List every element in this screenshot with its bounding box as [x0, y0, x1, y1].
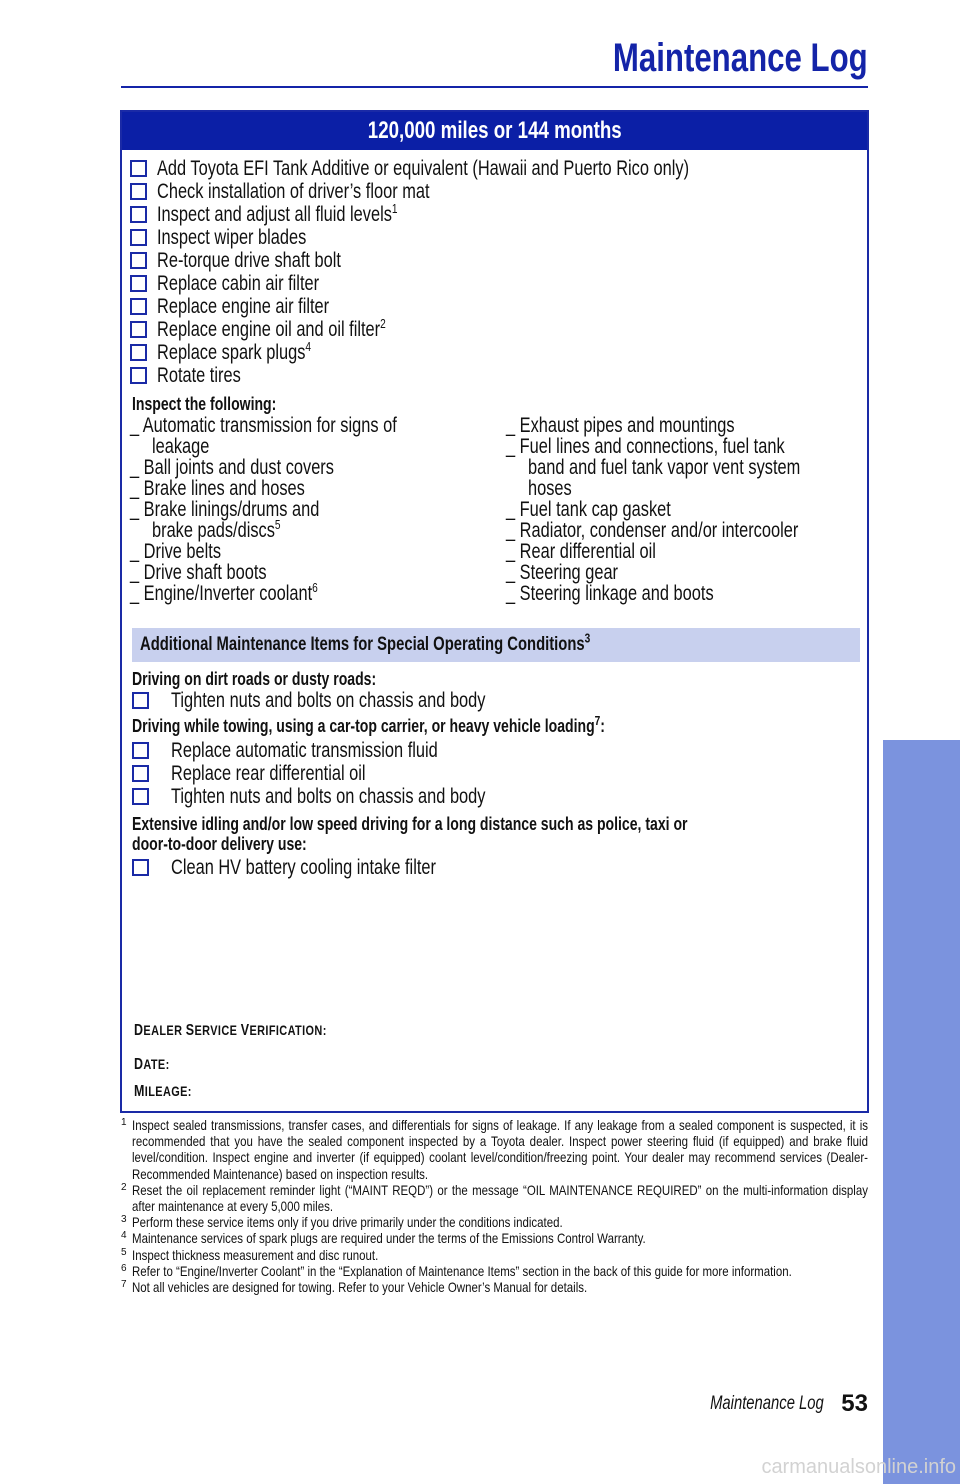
inspect-list-left	[130, 415, 490, 604]
section-tab-label: MAINTENANCE	[23, 906, 54, 1124]
inspect-item-text: _ Automatic transmission for signs of	[130, 414, 397, 437]
checkbox[interactable]	[130, 206, 147, 223]
inspect-item	[130, 580, 490, 605]
inspect-item-text: leakage	[152, 435, 210, 458]
condition-item	[132, 688, 574, 711]
inspect-item	[130, 457, 490, 478]
title-rule	[121, 86, 868, 88]
checkbox[interactable]	[130, 298, 147, 315]
checklist-item	[130, 225, 839, 248]
condition-item	[132, 784, 574, 807]
condition-item-label: Tighten nuts and bolts on chassis and body	[171, 784, 486, 808]
page-title: Maintenance Log	[613, 36, 868, 80]
inspect-item-text: band and fuel tank vapor vent system	[528, 456, 801, 479]
footnote-text: Not all vehicles are designed for towing. Refer to your Vehicle Owner’s Manual for details.	[132, 1279, 588, 1296]
footnote: 6 Refer to “Engine/Inverter Coolant” in the “Explanation of Maintenance Items” section in the back of this guide for more information.	[121, 1263, 868, 1279]
checkbox[interactable]	[130, 252, 147, 269]
condition-item	[132, 855, 511, 878]
checklist-item-label: Replace engine oil and oil filter	[157, 317, 381, 341]
condition-item	[132, 761, 420, 784]
footnote: 3 Perform these service items only if you drive primarily under the conditions indicated.	[121, 1214, 868, 1230]
checkbox[interactable]	[132, 788, 149, 805]
maintenance-log-box	[120, 110, 869, 1113]
inspect-item-text: _ Rear differential oil	[506, 540, 656, 563]
checklist-item-label: Rotate tires	[157, 363, 241, 387]
date-label: DATE:	[134, 1056, 170, 1073]
inspect-item	[506, 541, 866, 562]
inspect-item	[130, 499, 490, 541]
checkbox[interactable]	[132, 692, 149, 709]
inspect-item-text: _ Brake lines and hoses	[130, 477, 305, 500]
checkbox[interactable]	[132, 859, 149, 876]
footnote-text: Inspect thickness measurement and disc runout.	[132, 1246, 379, 1263]
footnote: 1 Inspect sealed transmissions, transfer cases, and differentials for signs of leakage. If any leakage from a sealed component is suspected, it is recommended that you have the sealed component inspected by a Toyota dealer. Inspect power steering fluid (if equipped) and brake fluid level/condition. Inspect engine and inverter (if equipped) coolant level/condition/freezing point. Your dealer may recommend services (Dealer-Recommended Maintenance) based on inspection results.	[121, 1117, 868, 1182]
condition-heading: Driving on dirt roads or dusty roads:	[132, 669, 377, 689]
condition-item	[132, 738, 513, 761]
condition-item-label: Replace automatic transmission fluid	[171, 738, 438, 762]
condition-item-label: Tighten nuts and bolts on chassis and body	[171, 688, 486, 712]
interval-header: 120,000 miles or 144 months	[122, 112, 867, 150]
checkbox[interactable]	[130, 367, 147, 384]
footnote: 2 Reset the oil replacement reminder light (“MAINT REQD”) or the message “OIL MAINTENANCE REQUIRED” on the multi-information display after maintenance at every 5,000 miles.	[121, 1181, 868, 1215]
checklist-item-label: Re-torque drive shaft bolt	[157, 248, 341, 272]
inspect-item-text: _ Steering gear	[506, 561, 619, 584]
checklist-item	[130, 202, 839, 225]
footnotes	[121, 1117, 868, 1295]
inspect-item-text: hoses	[528, 477, 572, 500]
inspect-heading: Inspect the following:	[132, 394, 277, 414]
footnote-text: Refer to “Engine/Inverter Coolant” in the “Explanation of Maintenance Items” section in the back of this guide for more information.	[132, 1262, 792, 1279]
footnote-ref: 2	[380, 315, 386, 331]
footer-section-label: Maintenance Log	[710, 1393, 824, 1414]
checkbox[interactable]	[130, 229, 147, 246]
footnote: 7 Not all vehicles are designed for towing. Refer to your Vehicle Owner’s Manual for details.	[121, 1279, 868, 1295]
page-number: 53	[841, 1390, 868, 1417]
inspect-item-text: _ Fuel lines and connections, fuel tank	[506, 435, 785, 458]
footnote-text: Reset the oil replacement reminder light (“MAINT REQD”) or the message “OIL MAINTENANCE REQUIRED” on the multi-information display after maintenance at every 5,000 miles.	[132, 1181, 868, 1215]
checklist-item	[130, 248, 839, 271]
checklist-item-label: Replace cabin air filter	[157, 271, 320, 295]
inspect-item-text: _ Radiator, condenser and/or intercooler	[506, 519, 799, 542]
inspect-item	[506, 520, 866, 541]
inspect-item	[506, 583, 866, 604]
checklist-item-label: Replace engine air filter	[157, 294, 330, 318]
checklist-item	[130, 363, 839, 386]
checklist-item	[130, 317, 839, 340]
checklist-item	[130, 179, 839, 202]
inspect-item	[130, 478, 490, 499]
inspect-item-text: _ Engine/Inverter coolant	[130, 582, 313, 605]
inspect-item	[506, 415, 866, 436]
checklist-item	[130, 271, 839, 294]
dealer-verification-label: DEALER SERVICE VERIFICATION:	[134, 1022, 327, 1039]
special-conditions-heading: Additional Maintenance Items for Special Operating Conditions$^3$	[132, 628, 860, 662]
inspect-item-text: _ Ball joints and dust covers	[130, 456, 334, 479]
inspect-item-text: brake pads/discs	[152, 519, 275, 542]
inspect-item-text: _ Drive shaft boots	[130, 561, 267, 584]
checklist-item-label: Inspect wiper blades	[157, 225, 307, 249]
checkbox[interactable]	[130, 321, 147, 338]
footnote-ref: 5	[274, 517, 281, 532]
checkbox[interactable]	[130, 344, 147, 361]
inspect-item-text: _ Fuel tank cap gasket	[506, 498, 671, 521]
footnote: 4 Maintenance services of spark plugs are required under the terms of the Emissions Control Warranty.	[121, 1230, 868, 1246]
service-checklist	[130, 156, 839, 386]
checkbox[interactable]	[130, 275, 147, 292]
checkbox[interactable]	[130, 160, 147, 177]
footnote-ref: 7	[594, 713, 601, 728]
inspect-item	[506, 562, 866, 583]
checklist-item-label: Inspect and adjust all fluid levels	[157, 202, 392, 226]
checklist-item-label: Check installation of driver’s floor mat	[157, 179, 430, 203]
mileage-label: MILEAGE:	[134, 1083, 192, 1100]
condition-heading-continued: door-to-door delivery use:	[132, 834, 307, 854]
condition-item-label: Clean HV battery cooling intake filter	[171, 855, 436, 879]
inspect-item-text: _ Exhaust pipes and mountings	[506, 414, 735, 437]
footnote-text: Perform these service items only if you drive primarily under the conditions indicated.	[132, 1214, 563, 1231]
condition-item-label: Replace rear differential oil	[171, 761, 366, 785]
condition-heading: Extensive idling and/or low speed driving for a long distance such as police, taxi or	[132, 814, 688, 834]
footnote-text: Maintenance services of spark plugs are required under the terms of the Emissions Control Warranty.	[132, 1230, 646, 1247]
footnote: 5 Inspect thickness measurement and disc runout.	[121, 1247, 868, 1263]
checklist-item	[130, 156, 839, 179]
inspect-item-text: _ Drive belts	[130, 540, 222, 563]
condition-heading: Driving while towing, using a car-top carrier, or heavy vehicle loading$^7$:	[132, 713, 605, 736]
footnote-ref: 6	[312, 580, 318, 595]
checkbox[interactable]	[130, 183, 147, 200]
footnote-text: Inspect sealed transmissions, transfer cases, and differentials for signs of leakage. If any leakage from a sealed component is suspected, it is recommended that you have the sealed component inspected by a Toyota dealer. Inspect power steering fluid (if equipped) and brake fluid level/condition. Inspect engine and inverter (if equipped) coolant level/condition/freezing point. Your dealer may recommend services (Dealer-Recommended Maintenance) based on inspection results.	[132, 1117, 868, 1182]
checklist-item	[130, 294, 839, 317]
inspect-item-text: _ Brake linings/drums and	[130, 498, 320, 521]
section-tab	[883, 740, 960, 1484]
checkbox[interactable]	[132, 765, 149, 782]
inspect-item	[130, 541, 490, 562]
inspect-list-right	[506, 415, 866, 604]
watermark: carmanualsonline.info	[761, 1456, 956, 1478]
footnote-ref: 4	[305, 338, 312, 354]
checklist-item	[130, 340, 839, 363]
inspect-item-text: _ Steering linkage and boots	[506, 582, 714, 605]
checkbox[interactable]	[132, 742, 149, 759]
inspect-item	[506, 436, 866, 499]
inspect-item	[130, 562, 490, 583]
checklist-item-label: Add Toyota EFI Tank Additive or equivalent (Hawaii and Puerto Rico only)	[157, 156, 690, 180]
checklist-item-label: Replace spark plugs	[157, 340, 306, 364]
footnote-ref: 1	[391, 200, 398, 216]
inspect-item	[506, 499, 866, 520]
inspect-item	[130, 415, 490, 457]
